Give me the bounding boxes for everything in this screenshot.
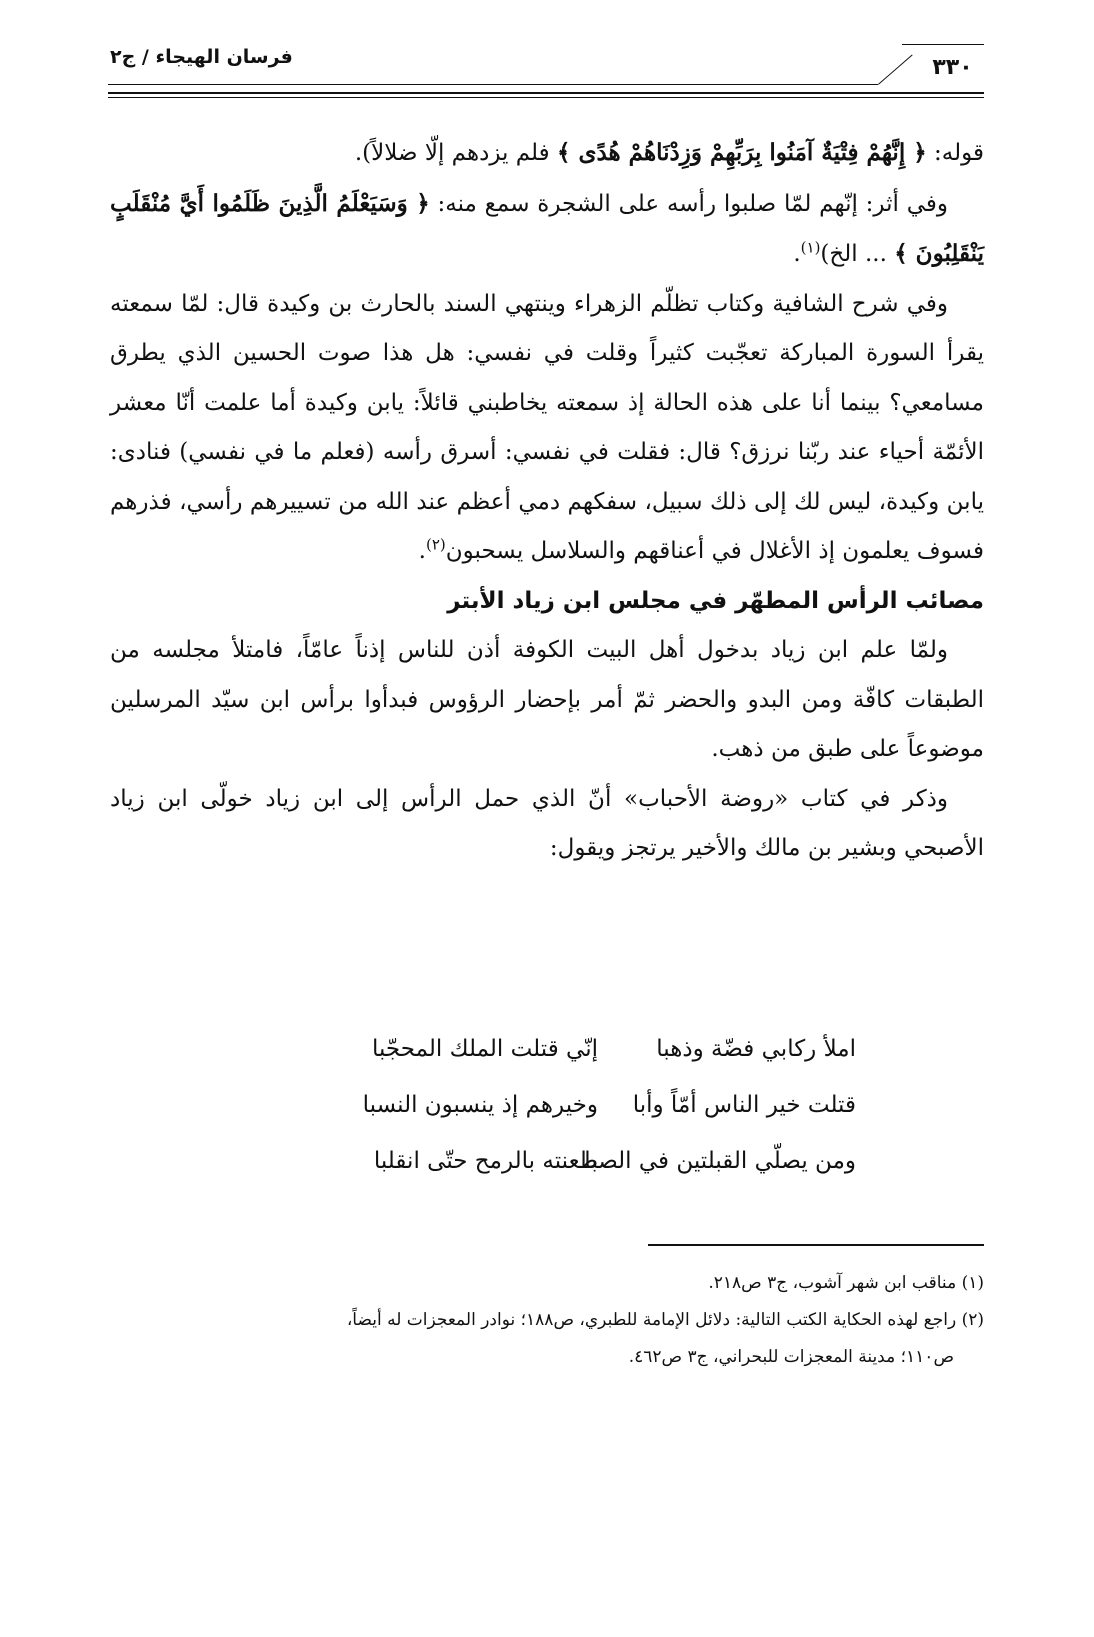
running-header-title: فرسان الهيجاء / ج٢ <box>110 46 293 68</box>
verse-first-hemistich: قتلت خير الناس أمّاً وأبا <box>632 1092 856 1118</box>
header-rule-thin <box>108 97 984 98</box>
paragraph-2-end: . <box>793 241 801 267</box>
footnote-2-continued: ص١١٠؛ مدينة المعجزات للبحراني، ج٣ ص٤٦٢. <box>628 1347 954 1367</box>
quran-quote-2: ﴿ وَسَيَعْلَمُ الَّذِينَ ظَلَمُوا أَيَّ مُنْقَلَبٍ يَنْقَلِبُونَ ﴾ <box>110 189 984 267</box>
paragraph-1-lead: قوله: <box>926 140 984 166</box>
paragraph-1-tail: فلم يزدهم إلّا ضلالاً). <box>354 140 557 166</box>
page-number: ٣٣٠ <box>932 55 973 80</box>
footnote-ref-2: (٢) <box>425 535 446 554</box>
footnote-2: (٢) راجع لهذه الحكاية الكتب التالية: دلائل الإمامة للطبري، ص١٨٨؛ نوادر المعجزات له أيضاً، <box>346 1310 984 1330</box>
section-heading: مصائب الرأس المطهّر في مجلس ابن زياد الأبتر <box>447 587 984 614</box>
paragraph-4: ولمّا علم ابن زياد بدخول أهل البيت الكوفة أذن للناس إذناً عامّاً، فامتلأ مجلسه من الطبقات كافّة ومن البدو والحضر ثمّ أمر بإحضار الرؤوس فبدأوا برأس ابن سيّد المرسلين موضوعاً على طبق من ذهب. <box>110 637 984 762</box>
main-text <box>110 128 984 874</box>
verse-second-hemistich: طعنته بالرمح حتّى انقلبا <box>373 1148 598 1174</box>
paragraph-2 <box>110 179 984 280</box>
paragraph-3-end: . <box>418 538 426 564</box>
header-rule-thick <box>108 92 984 94</box>
header-rule-middle <box>108 84 878 85</box>
footnote-separator <box>648 1244 984 1246</box>
header-rule-top <box>902 44 984 45</box>
quran-quote-1: ﴿ إِنَّهُمْ فِتْيَةٌ آمَنُوا بِرَبِّهِمْ وَزِدْنَاهُمْ هُدًى ﴾ <box>556 139 927 166</box>
footnote-1: (١) مناقب ابن شهر آشوب، ج٣ ص٢١٨. <box>708 1273 984 1293</box>
paragraph-3-text: وفي شرح الشافية وكتاب تظلّم الزهراء وينتهي السند بالحارث بن وكيدة قال: لمّا سمعته يقرأ السورة المباركة تعجّبت كثيراً وقلت في نفسي: هل هذا صوت الحسين الذي يطرق مسامعي؟ بينما أنا على هذه الحالة إذ سمعته يخاطبني قائلاً: يابن وكيدة أما علمت أنّا معشر الأئمّة أحياء عند ربّنا نرزق؟ قال: فقلت في نفسي: أسرق رأسه (فعلم ما في نفسي) فنادى: يابن وكيدة، ليس لك إلى ذلك سبيل، سفكهم دمي أعظم عند الله من تسييرهم رأسي، فذرهم فسوف يعلمون إذ الأغلال في أعناقهم والسلاسل يسحبون <box>110 290 984 564</box>
verse-second-hemistich: وخيرهم إذ ينسبون النسبا <box>362 1092 598 1118</box>
header-rule-slant <box>878 54 913 84</box>
verse-second-hemistich: إنّي قتلت الملك المحجّبا <box>371 1036 598 1062</box>
paragraph-3 <box>110 280 984 577</box>
poem-verse <box>110 1148 984 1204</box>
verse-first-hemistich: ومن يصلّي القبلتين في الصبا <box>584 1148 856 1174</box>
poem <box>110 1036 984 1204</box>
verse-first-hemistich: املأ ركابي فضّة وذهبا <box>656 1036 856 1062</box>
footnotes <box>110 1265 984 1376</box>
paragraph-2-tail: ... الخ) <box>820 241 895 267</box>
paragraph-1 <box>110 128 984 179</box>
poem-verse <box>110 1092 984 1148</box>
paragraph-5: وذكر في كتاب «روضة الأحباب» أنّ الذي حمل الرأس إلى ابن زياد خولّى ابن زياد الأصبحي وبشير بن مالك والأخير يرتجز ويقول: <box>110 785 984 861</box>
footnote-ref-1: (١) <box>800 238 821 257</box>
poem-verse <box>110 1036 984 1092</box>
paragraph-2-lead: وفي أثر: إنّهم لمّا صلبوا رأسه على الشجرة سمع منه: <box>429 190 948 217</box>
